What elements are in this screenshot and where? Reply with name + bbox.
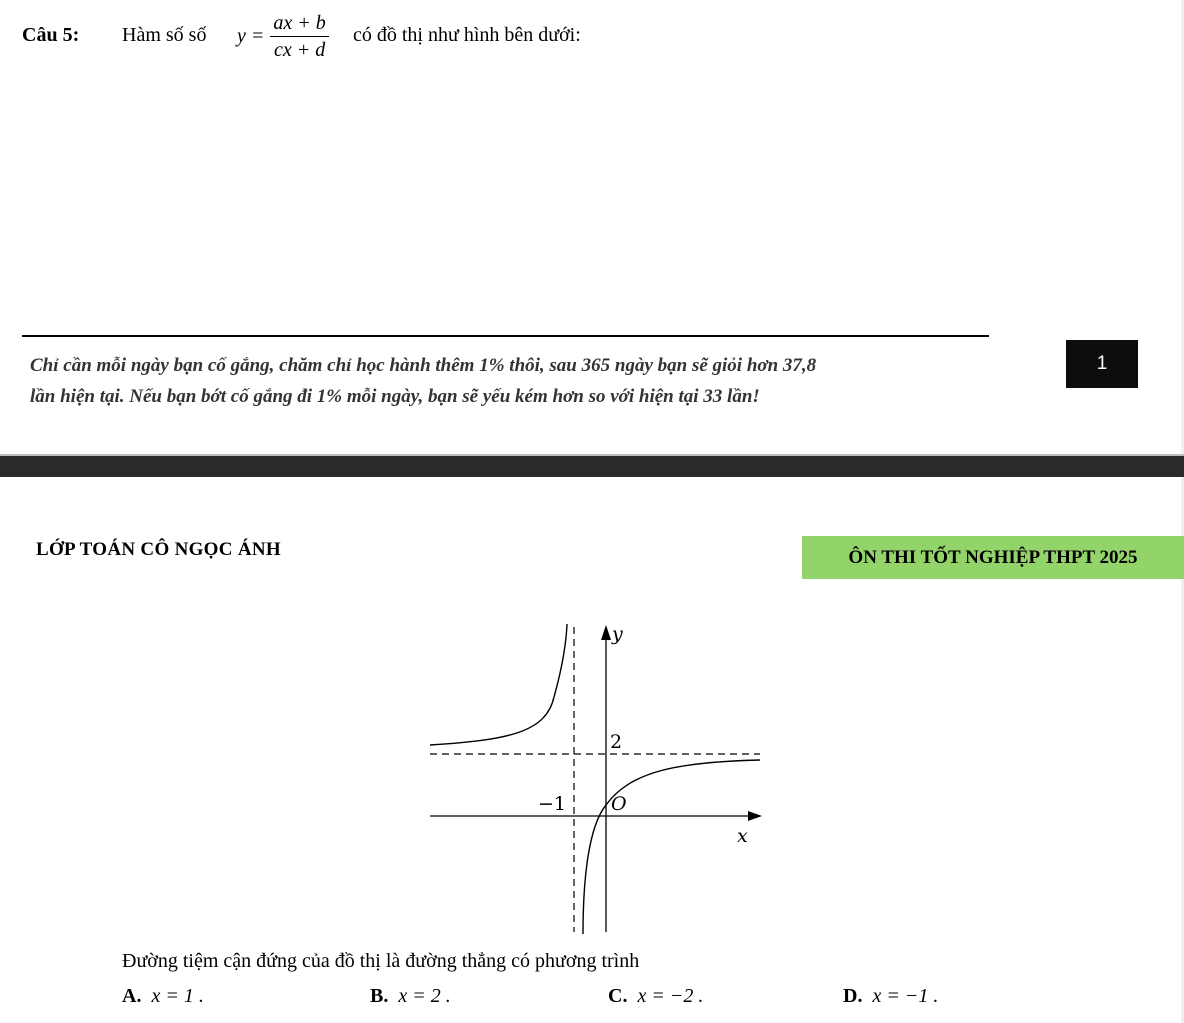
formula-denominator: cx + d xyxy=(273,38,326,61)
function-formula xyxy=(237,6,335,66)
option-b-value: x = 2 . xyxy=(398,985,451,1007)
x-axis-label: x xyxy=(737,825,748,847)
option-d-letter: D. xyxy=(843,985,863,1007)
quote-line-1: Chỉ cần mỗi ngày bạn cố gắng, chăm chỉ học hành thêm 1% thôi, sau 365 ngày bạn sẽ giỏi hơn 37,8 xyxy=(30,355,817,376)
option-c[interactable] xyxy=(608,985,703,1008)
origin-label: O xyxy=(611,793,627,815)
question-stem: Đường tiệm cận đứng của đồ thị là đường thẳng có phương trình xyxy=(122,950,640,972)
page-number-badge: 1 xyxy=(1066,340,1138,388)
question-label: Câu 5: xyxy=(22,24,80,46)
option-b-letter: B. xyxy=(370,985,389,1007)
formula-fraction xyxy=(270,10,328,63)
formula-lhs: y = xyxy=(237,24,265,47)
option-d[interactable] xyxy=(843,985,938,1008)
footer-divider xyxy=(22,335,989,337)
option-a[interactable] xyxy=(122,985,204,1008)
option-d-value: x = −1 . xyxy=(872,985,939,1007)
graph-branch-right xyxy=(583,760,760,934)
formula-numerator: ax + b xyxy=(270,10,328,37)
y-axis-label: y xyxy=(612,623,623,645)
option-b[interactable] xyxy=(370,985,451,1008)
option-a-letter: A. xyxy=(122,985,142,1007)
vertical-asymptote-label: −1 xyxy=(538,793,567,815)
question-outro: có đồ thị như hình bên dưới: xyxy=(353,24,581,46)
option-c-value: x = −2 . xyxy=(637,985,704,1007)
exam-title-header: ÔN THI TỐT NGHIỆP THPT 2025 xyxy=(802,536,1184,579)
function-graph xyxy=(420,612,765,937)
class-name-header: LỚP TOÁN CÔ NGỌC ÁNH xyxy=(36,539,281,560)
graph-branch-left xyxy=(430,624,567,745)
horizontal-asymptote-label: 2 xyxy=(610,731,623,753)
x-axis-arrow-icon xyxy=(748,811,762,821)
y-axis-arrow-icon xyxy=(601,625,611,640)
option-c-letter: C. xyxy=(608,985,628,1007)
motivational-quote xyxy=(30,350,990,412)
option-a-value: x = 1 . xyxy=(151,985,204,1007)
quote-line-2: lần hiện tại. Nếu bạn bớt cố gắng đi 1% mỗi ngày, bạn sẽ yếu kém hơn so với hiện tại 33 lần! xyxy=(30,386,760,407)
question-intro: Hàm số số xyxy=(122,24,207,46)
page-separator xyxy=(0,454,1184,477)
